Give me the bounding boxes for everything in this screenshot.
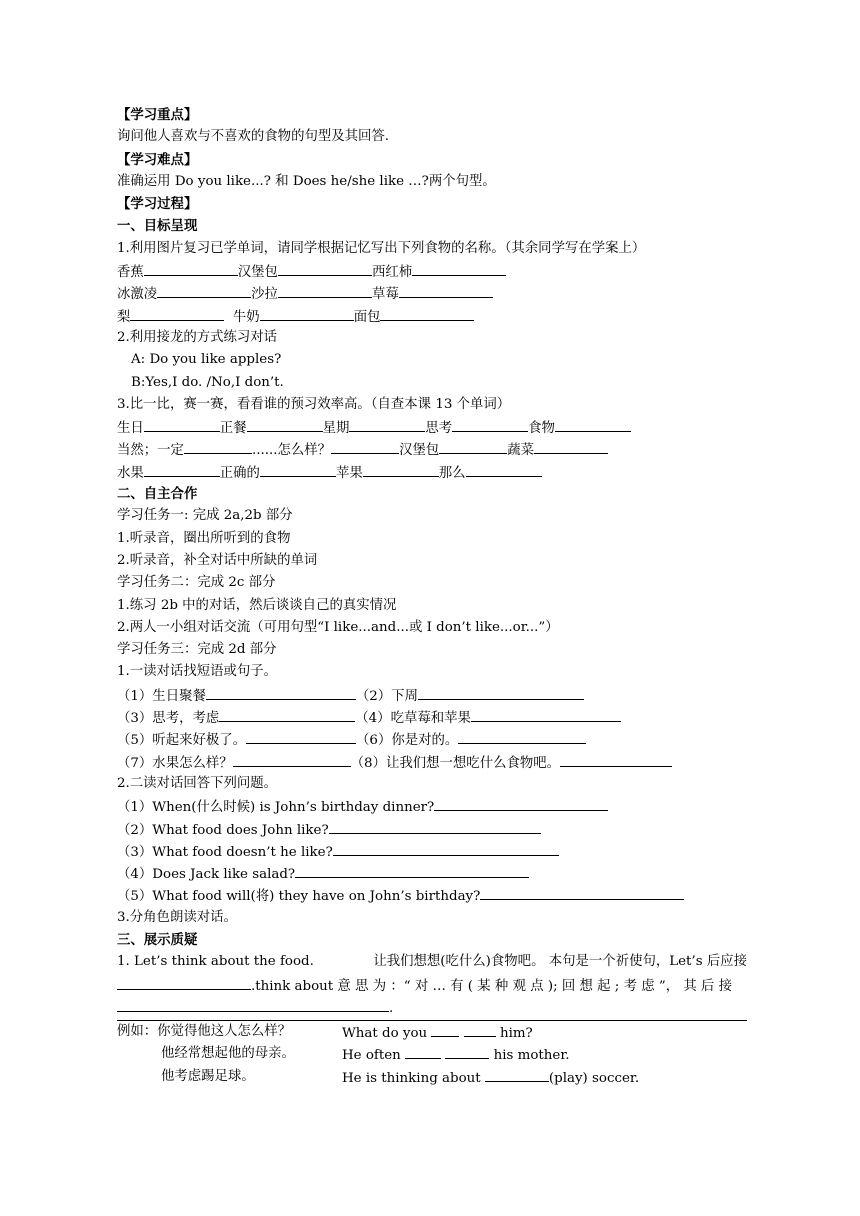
task-three-step3: 3.分角色朗读对话。 — [117, 909, 237, 925]
blank-phrase-5[interactable] — [246, 728, 356, 744]
vocab-row: 冰激凌 沙拉 草莓 — [117, 282, 747, 304]
task-three-step1: 1.一读对话找短语或句子。 — [117, 664, 278, 680]
vocab-row: 香蕉 汉堡包 西红柿 — [117, 260, 747, 282]
task-vocab-review: 1.利用图片复习已学单词，请同学根据记忆写出下列食物的名称。（其余同学写在学案上） — [117, 240, 646, 256]
blank-fruit[interactable] — [144, 461, 220, 477]
blank-phrase-8[interactable] — [560, 751, 672, 767]
blank-then[interactable] — [466, 461, 542, 477]
task-one-title: 学习任务一: 完成 2a,2b 部分 — [117, 508, 293, 524]
blank-ice-cream[interactable] — [157, 282, 251, 298]
blank-salad[interactable] — [278, 282, 372, 298]
blank-phrase-4[interactable] — [471, 706, 621, 722]
section-target: 一、目标呈现 — [117, 218, 198, 235]
blank-answer-5[interactable] — [480, 884, 684, 900]
vocab-row: 梨 牛奶 面包 — [117, 305, 747, 327]
words-row: 生日 正餐 星期 思考 食物 — [117, 416, 747, 438]
explain-line-3: . — [117, 996, 747, 1018]
blank-birthday[interactable] — [144, 416, 220, 432]
task-two-step2: 2.两人一小组对话交流（可用句型“I like...and...或 I don’t like...or...”） — [117, 619, 559, 635]
explain-line-1: 1. Let’s think about the food. 让我们想想(吃什么)食物吧。 本句是一个祈使句，Let’s 后应接 — [117, 954, 747, 970]
blank-vegetable[interactable] — [534, 438, 608, 454]
explain-line-2: .think about 意 思 为 ：“ 对 … 有 ( 某 种 观 点 ); 回 想 起 ; 考 虑 ”， 其 后 接 — [117, 974, 747, 996]
blank-banana[interactable] — [144, 260, 238, 276]
task-two-title: 学习任务二：完成 2c 部分 — [117, 575, 276, 591]
blank-example-2b[interactable] — [445, 1043, 489, 1059]
blank-bread[interactable] — [380, 305, 474, 321]
blank-answer-4[interactable] — [295, 862, 529, 878]
blank-milk[interactable] — [260, 305, 354, 321]
blank-answer-3[interactable] — [333, 840, 559, 856]
words-row: 水果 正确的 苹果 那么 — [117, 461, 747, 483]
blank-dinner[interactable] — [247, 416, 323, 432]
focus-text: 询问他人喜欢与不喜欢的食物的句型及其回答. — [117, 129, 390, 145]
phrase-row: （7）水果怎么样？ （8）让我们想一想吃什么食物吧。 — [117, 751, 747, 773]
blank-phrase-1[interactable] — [206, 684, 356, 700]
blank-week[interactable] — [349, 416, 425, 432]
blank-how-about[interactable] — [331, 438, 399, 454]
blank-example-2a[interactable] — [405, 1043, 441, 1059]
question-row: （4）Does Jack like salad? — [117, 862, 747, 884]
blank-hamburger[interactable] — [278, 260, 372, 276]
blank-phrase-3[interactable] — [219, 706, 355, 722]
task-three-title: 学习任务三：完成 2d 部分 — [117, 642, 277, 658]
dialog-line-a: A: Do you like apples? — [131, 352, 282, 368]
heading-process: 【学习过程】 — [117, 196, 198, 213]
blank-think-about-follow[interactable] — [117, 996, 389, 1012]
task-dialog-chain: 2.利用接龙的方式练习对话 — [117, 329, 278, 345]
blank-answer-1[interactable] — [434, 795, 608, 811]
blank-phrase-6[interactable] — [458, 728, 586, 744]
question-row: （2）What food does John like? — [117, 818, 747, 840]
blank-sure[interactable] — [184, 438, 252, 454]
section-cooperation: 二、自主合作 — [117, 486, 198, 503]
blank-burger[interactable] — [439, 438, 507, 454]
worksheet-content — [117, 104, 747, 1088]
question-row: （1）When(什么时候) is John’s birthday dinner? — [117, 795, 747, 817]
question-row: （3）What food doesn’t he like? — [117, 840, 747, 862]
task-three-step2: 2.二读对话回答下列问题。 — [117, 775, 278, 791]
heading-focus: 【学习重点】 — [117, 107, 198, 123]
blank-pear[interactable] — [130, 305, 224, 321]
blank-strawberry[interactable] — [399, 282, 493, 298]
blank-right[interactable] — [260, 461, 336, 477]
example-row: 他经常想起他的母亲。 He often his mother. — [117, 1043, 747, 1065]
task-one-step1: 1.听录音，圈出所听到的食物 — [117, 530, 291, 546]
blank-tomato[interactable] — [412, 260, 506, 276]
blank-food[interactable] — [555, 416, 631, 432]
blank-lets-follow[interactable] — [117, 974, 251, 990]
blank-example-1a[interactable] — [431, 1021, 459, 1037]
words-row: 当然；一定 ......怎么样？ 汉堡包 蔬菜 — [117, 438, 747, 460]
blank-apple[interactable] — [363, 461, 439, 477]
blank-example-1b[interactable] — [464, 1021, 496, 1037]
blank-think[interactable] — [452, 416, 528, 432]
phrase-row: （3）思考，考虑 （4）吃草莓和苹果 — [117, 706, 747, 728]
task-two-step1: 1.练习 2b 中的对话，然后谈谈自己的真实情况 — [117, 597, 397, 613]
blank-phrase-2[interactable] — [418, 684, 584, 700]
phrase-row: （1）生日聚餐 （2）下周 — [117, 684, 747, 706]
example-row: 例如：你觉得他这人怎么样？ What do you him? — [117, 1021, 747, 1043]
phrase-row: （5）听起来好极了。 （6）你是对的。 — [117, 728, 747, 750]
blank-answer-2[interactable] — [329, 818, 541, 834]
task-preview-check: 3.比一比，赛一赛，看看谁的预习效率高。（自查本课 13 个单词） — [117, 396, 511, 412]
blank-example-3[interactable] — [485, 1066, 549, 1082]
difficulty-text: 准确运用 Do you like...? 和 Does he/she like …?两个句型。 — [117, 173, 496, 189]
question-row: （5）What food will(将) they have on John’s birthday? — [117, 884, 747, 906]
heading-difficulty: 【学习难点】 — [117, 151, 198, 168]
task-one-step2: 2.听录音，补全对话中所缺的单词 — [117, 552, 318, 568]
section-display: 三、展示质疑 — [117, 931, 198, 948]
example-row: 他考虑踢足球。 He is thinking about (play) soccer. — [117, 1066, 747, 1088]
dialog-line-b: B:Yes,I do. /No,I don’t. — [131, 374, 284, 390]
blank-phrase-7[interactable] — [233, 751, 351, 767]
